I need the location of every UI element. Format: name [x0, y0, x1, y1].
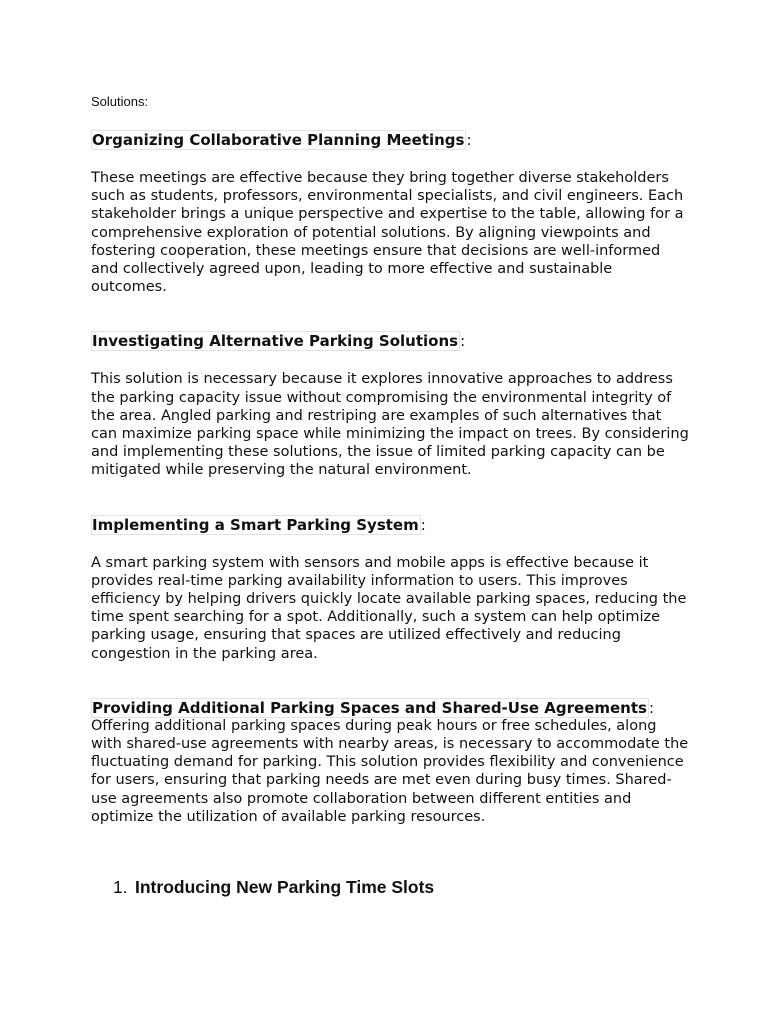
section-heading [91, 131, 691, 149]
list-item-number: 1. [113, 877, 128, 897]
numbered-list [113, 877, 434, 898]
section-heading-colon: : [420, 515, 426, 534]
section-smart-parking [91, 516, 691, 663]
section-planning-meetings [91, 131, 691, 296]
section-heading-text: Organizing Collaborative Planning Meetings [92, 131, 465, 149]
section-alternative-parking [91, 332, 691, 479]
section-body: This solution is necessary because it explores innovative approaches to address the parking capacity issue without compromising the environmental integrity of the area. Angled parking and restriping are examples of such alternatives that can maximize parking space while minimizing the impact on trees. By considering and implementing these solutions, the issue of limited parking capacity can be mitigated while preserving the natural environment. [91, 371, 689, 479]
list-item [113, 877, 434, 898]
list-item-text: Introducing New Parking Time Slots [135, 877, 435, 897]
section-heading-text: Providing Additional Parking Spaces and Shared-Use Agreements [92, 698, 647, 717]
document-page [91, 94, 691, 897]
section-heading-colon: : [466, 131, 472, 149]
section-body: These meetings are effective because they bring together diverse stakeholders such as students, professors, environmental specialists, and civil engineers. Each stakeholder brings a unique perspective and expertise to the table, allowing for a comprehensive exploration of potential solutions. By aligning viewpoints and fostering cooperation, these meetings ensure that decisions are well-informed and collectively agreed upon, leading to more effective and sustainable outcomes. [91, 170, 684, 296]
section-additional-spaces [91, 699, 691, 826]
section-heading-text: Implementing a Smart Parking System [92, 515, 419, 534]
section-heading-colon: : [460, 332, 466, 351]
intro-label: Solutions: [91, 94, 149, 109]
section-heading-colon: : [648, 698, 655, 717]
section-body: A smart parking system with sensors and mobile apps is effective because it provides real-time parking availability information to users. This improves efficiency by helping drivers quickly locate available parking spaces, reducing the time spent searching for a spot. Additionally, such a system can help optimize parking usage, ensuring that spaces are utilized effectively and reducing congestion in the parking area. [91, 554, 687, 662]
section-heading [91, 516, 691, 534]
section-heading-text: Investigating Alternative Parking Solutions [92, 332, 459, 351]
section-body: Offering additional parking spaces during peak hours or free schedules, along with shared-use agreements with nearby areas, is necessary to accommodate the fluctuating demand for parking. This solution provides flexibility and convenience for users, ensuring that parking needs are met even during busy times. Shared-use agreements also promote collaboration between different entities and optimize the utilization of available parking resources. [91, 717, 689, 825]
section-heading [91, 332, 691, 350]
section-heading [91, 699, 691, 717]
